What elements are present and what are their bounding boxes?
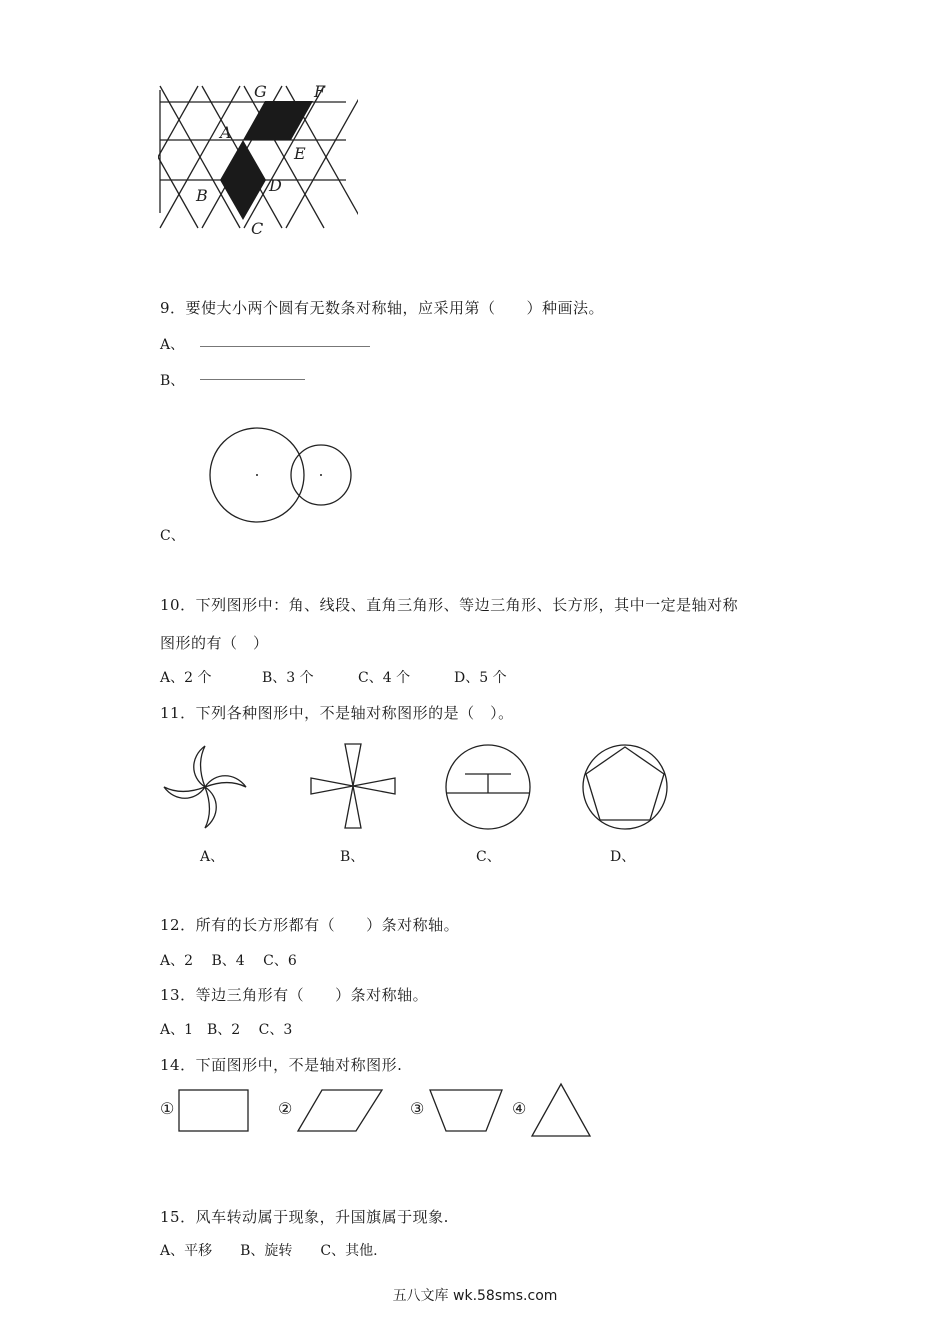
- q9-option-a: A、: [160, 337, 185, 353]
- q10-option-d: D、5 个: [454, 670, 507, 686]
- q14-label-1: ①: [160, 1099, 175, 1118]
- q14-label-4: ④: [512, 1099, 527, 1118]
- pinwheel-figure: [160, 742, 250, 832]
- q13-options: A、1 B、2 C、3: [160, 1022, 293, 1038]
- question-12: 12．所有的长方形都有（ ）条对称轴。: [160, 916, 460, 934]
- shaded-parallelogram: [243, 101, 313, 140]
- label-D: D: [269, 176, 282, 195]
- triangle-grid-figure: [158, 78, 358, 243]
- label-G: G: [254, 82, 267, 101]
- trapezoid-figure: [428, 1089, 504, 1133]
- triangle-figure: [530, 1082, 592, 1138]
- q15-options: A、平移 B、旋转 C、其他.: [160, 1243, 378, 1259]
- two-circles-figure: [205, 425, 355, 525]
- question-13: 13．等边三角形有（ ）条对称轴。: [160, 986, 429, 1004]
- q9-option-c: C、: [160, 528, 185, 544]
- q10-option-c: C、4 个: [358, 670, 411, 686]
- question-10-line2: 图形的有（ ）: [160, 634, 269, 652]
- q11-label-c: C、: [476, 849, 501, 865]
- question-11: 11．下列各种图形中，不是轴对称图形的是（ ）。: [160, 704, 514, 722]
- page-footer: 五八文库 wk.58sms.com: [392, 1288, 558, 1304]
- q14-label-2: ②: [278, 1099, 293, 1118]
- question-15: 15．风车转动属于现象，升国旗属于现象.: [160, 1208, 449, 1226]
- label-E: E: [294, 144, 306, 163]
- q12-options: A、2 B、4 C、6: [160, 953, 297, 969]
- q10-option-a: A、2 个: [160, 670, 212, 686]
- label-C: C: [251, 219, 264, 238]
- q10-option-b: B、3 个: [262, 670, 314, 686]
- q11-label-a: A、: [200, 849, 225, 865]
- label-F: F: [314, 82, 326, 101]
- q9-option-b-line: [200, 379, 305, 380]
- question-9: 9．要使大小两个圆有无数条对称轴，应采用第（ ）种画法。: [160, 299, 605, 317]
- circle-symbol-figure: [443, 742, 533, 832]
- pentagon-in-circle-figure: [580, 742, 670, 832]
- bowtie-cross-figure: [307, 740, 399, 832]
- q11-label-d: D、: [610, 849, 636, 865]
- q9-option-a-line: [200, 346, 370, 347]
- q11-label-b: B、: [340, 849, 365, 865]
- question-14: 14．下面图形中，不是轴对称图形.: [160, 1056, 403, 1074]
- parallelogram-figure: [296, 1089, 386, 1133]
- question-10-line1: 10．下列图形中：角、线段、直角三角形、等边三角形、长方形，其中一定是轴对称: [160, 596, 739, 614]
- shaded-rhombus: [220, 140, 266, 220]
- label-B: B: [196, 186, 208, 205]
- rectangle-figure: [178, 1089, 250, 1133]
- q9-option-b: B、: [160, 373, 185, 389]
- label-A: A: [220, 123, 232, 142]
- q14-label-3: ③: [410, 1099, 425, 1118]
